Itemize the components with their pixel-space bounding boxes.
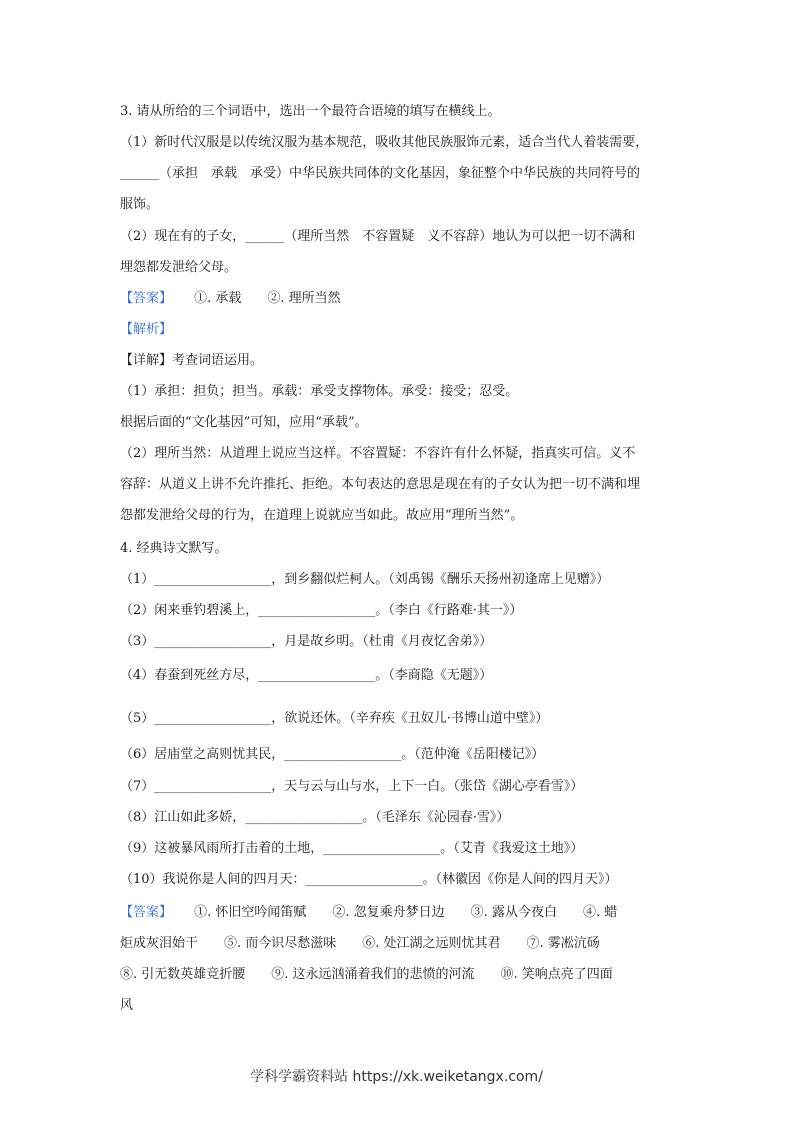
- q4-answer: [120, 905, 617, 921]
- q4-answer-line3: ⑧. 引无数英雄竞折腰 ⑨. 这永远汹涌着我们的悲愤的河流 ⑩. 笑响点亮了四面: [120, 967, 613, 982]
- q4-answer-line2: 炬成灰泪始干 ⑤. 而今识尽愁滋味 ⑥. 处江湖之远则忧其君 ⑦. 雾凇沆砀: [120, 936, 600, 951]
- q4-item: （4）春蚕到死丝方尽，__________________。（李商隐《无题》）: [120, 668, 493, 683]
- q3-explain-3: （2）理所当然：从道理上说应当这样。不容置疑：不容许有什么怀疑，指真实可信。义不: [120, 446, 636, 461]
- q3-explain-1: （1）承担：担负；担当。承载：承受支撑物体。承受：接受；忍受。: [120, 384, 519, 399]
- q3-explain-5: 怨都发泄给父母的行为，在道理上说就应当如此。故应用“理所当然”。: [120, 508, 524, 523]
- q3-p2-line2: 埋怨都发泄给父母。: [120, 260, 238, 275]
- q3-answer: [120, 291, 341, 307]
- q3-p1-line1: （1）新时代汉服是以传统汉服为基本规范，吸收其他民族服饰元素，适合当代人着装需要，: [120, 135, 649, 150]
- q3-detail: [120, 353, 263, 369]
- answer-line1: ①. 怀旧空吟闻笛赋 ②. 忽复乘舟梦日边 ③. 露从今夜白 ④. 蜡: [194, 905, 618, 920]
- q3-p1-line2: ______（承担 承载 承受）中华民族共同体的文化基因，象征整个中华民族的共同符号的: [120, 166, 641, 181]
- q4-item: （10）我说你是人间的四月天：__________________。（林徽因《你是人间的四月天》）: [120, 872, 618, 887]
- q4-item: （6）居庙堂之高则忧其民，__________________。（范仲淹《岳阳楼记》）: [120, 747, 545, 762]
- answer-tag: 【答案】: [120, 905, 173, 920]
- answer-tag: 【答案】: [120, 291, 173, 306]
- q3-explain-4: 容辞：从道义上讲不允许推托、拒绝。本句表达的意思是现在有的子女认为把一切不满和埋: [120, 477, 641, 492]
- analysis-tag: 【解析】: [120, 322, 173, 337]
- q4-item: （1）__________________，到乡翻似烂柯人。（刘禹锡《酬乐天扬州初逢席上见赠》）: [120, 572, 610, 587]
- answer-text: ①. 承载 ②. 理所当然: [194, 291, 341, 306]
- q4-title: 4. 经典诗文默写。: [120, 541, 228, 556]
- q4-answer-line4: 风: [120, 998, 134, 1013]
- q4-item: （2）闲来垂钓碧溪上，__________________。（李白《行路难·其一》）: [120, 603, 523, 618]
- detail-text: 考查词语运用。: [172, 353, 264, 368]
- detail-tag: 【详解】: [120, 353, 173, 368]
- q4-item: （8）江山如此多娇，__________________。（毛泽东《沁园春·雪》）: [120, 810, 510, 825]
- q4-item: （7）__________________，天与云与山与水，上下一白。（张岱《湖心亭看雪》）: [120, 779, 584, 794]
- q3-p1-line3: 服饰。: [120, 197, 160, 212]
- q3-explain-2: 根据后面的“文化基因”可知，应用“承载”。: [120, 415, 368, 430]
- footer-watermark: 学科学霸资料站 https://xk.weiketangx.com/: [250, 1069, 543, 1085]
- q4-item: （9）这被暴风雨所打击着的土地，__________________。（艾青《我爱这土地》）: [120, 841, 584, 856]
- q4-item: （3）__________________，月是故乡明。（杜甫《月夜忆舍弟》）: [120, 634, 493, 649]
- q3-p2-line1: （2）现在有的子女，______（理所当然 不容置疑 义不容辞）地认为可以把一切不满和: [120, 229, 636, 244]
- q4-item: （5）__________________，欲说还休。（辛弃疾《丑奴儿·书博山道中壁》）: [120, 711, 549, 726]
- q3-title: 3. 请从所给的三个词语中，选出一个最符合语境的填写在横线上。: [120, 104, 501, 119]
